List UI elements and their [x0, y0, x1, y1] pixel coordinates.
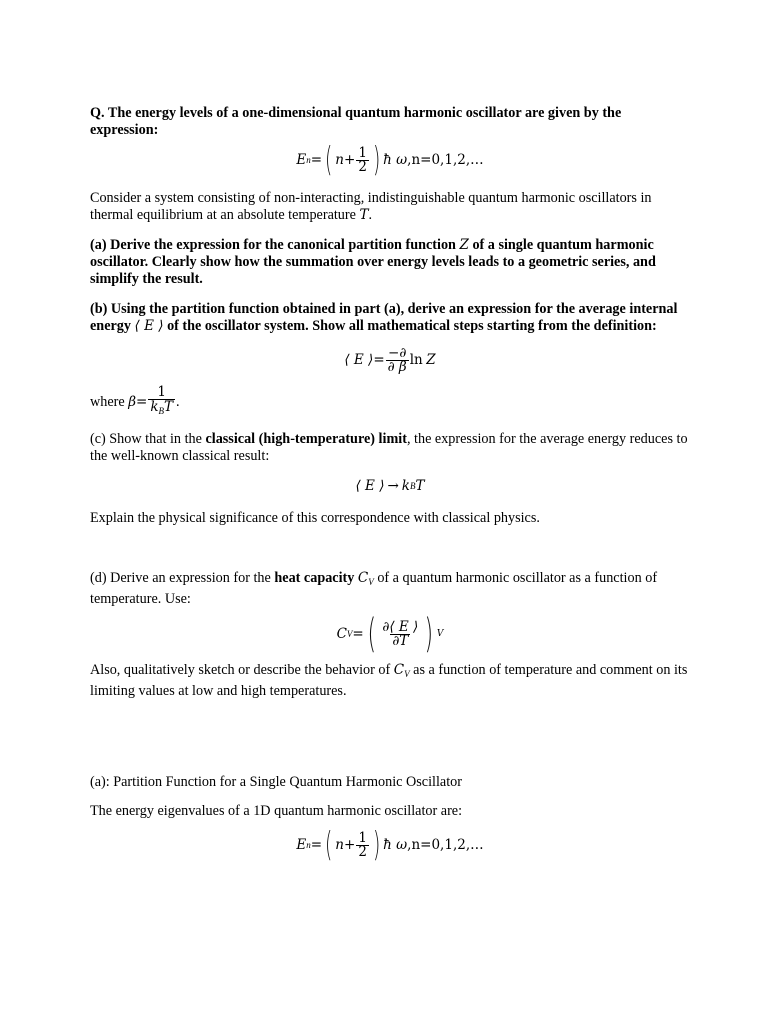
context-paragraph: Consider a system consisting of non-interacting, indistinguishable quantum harmonic oscillators in thermal equilibrium at an absolute temperature T.: [90, 190, 652, 223]
heat-capacity-equation: C V = ( $\frac{\partial⟨ E ⟩}{\partial T}$ ) V: [336, 611, 444, 657]
part-d-question: (d) Derive an expression for the heat capacity $C_V$ of a quantum harmonic oscillator as a function of temperature. Use:: [90, 570, 658, 607]
document-page: [90, 105, 690, 865]
classical-limit-equation: ⟨ E ⟩ → k B T: [355, 477, 425, 494]
sketch-behavior: Also, qualitatively sketch or describe the behavior of $C_V$ as a function of temperature and comment on its limiting values at low and high temperatures.: [90, 662, 688, 699]
partial-beta-fraction: $\frac{-\partial}{\partial \beta}$: [387, 344, 407, 375]
answer-heading: (a): Partition Function for a Single Quantum Harmonic Oscillator: [90, 774, 462, 790]
average-energy-equation: ⟨ E ⟩ = $\frac{-\partial}{\partial \beta}$ ln Z: [344, 344, 436, 375]
beta-definition: where β = $\frac{1}{k_BT}$ .: [90, 384, 180, 416]
energy-levels-equation: E n = ( n + $\frac{1}{2}$ ) ħ ω ,n=0,1,2,…: [296, 140, 484, 180]
explain-significance: Explain the physical significance of this correspondence with classical physics.: [90, 510, 540, 526]
part-b-question: (b) Using the partition function obtained in part (a), derive an expression for the average internal energy ⟨ E ⟩ of the oscillator system. Show all mathematical steps starting from the definition:: [90, 301, 678, 334]
answer-energy-equation: E n = ( n + $\frac{1}{2}$ ) ħ ω ,n=0,1,2,…: [296, 825, 484, 865]
beta-fraction: $\frac{1}{k_BT}$: [150, 384, 174, 416]
one-half-fraction: $\frac{1}{2}$: [358, 829, 367, 860]
part-c-question: (c) Show that in the classical (high-temperature) limit, the expression for the average energy reduces to the well-known classical result:: [90, 431, 688, 464]
dE-dT-fraction: $\frac{\partial⟨ E ⟩}{\partial T}$: [382, 618, 419, 649]
one-half-fraction: $\frac{1}{2}$: [358, 144, 367, 175]
question-intro: Q. The energy levels of a one-dimensional quantum harmonic oscillator are given by the expression:: [90, 105, 622, 138]
part-a-question: (a) Derive the expression for the canonical partition function Z of a single quantum harmonic oscillator. Clearly show how the summation over energy levels leads to a geometric series, and simplify the result.: [90, 237, 656, 287]
answer-intro: The energy eigenvalues of a 1D quantum harmonic oscillator are:: [90, 803, 463, 819]
